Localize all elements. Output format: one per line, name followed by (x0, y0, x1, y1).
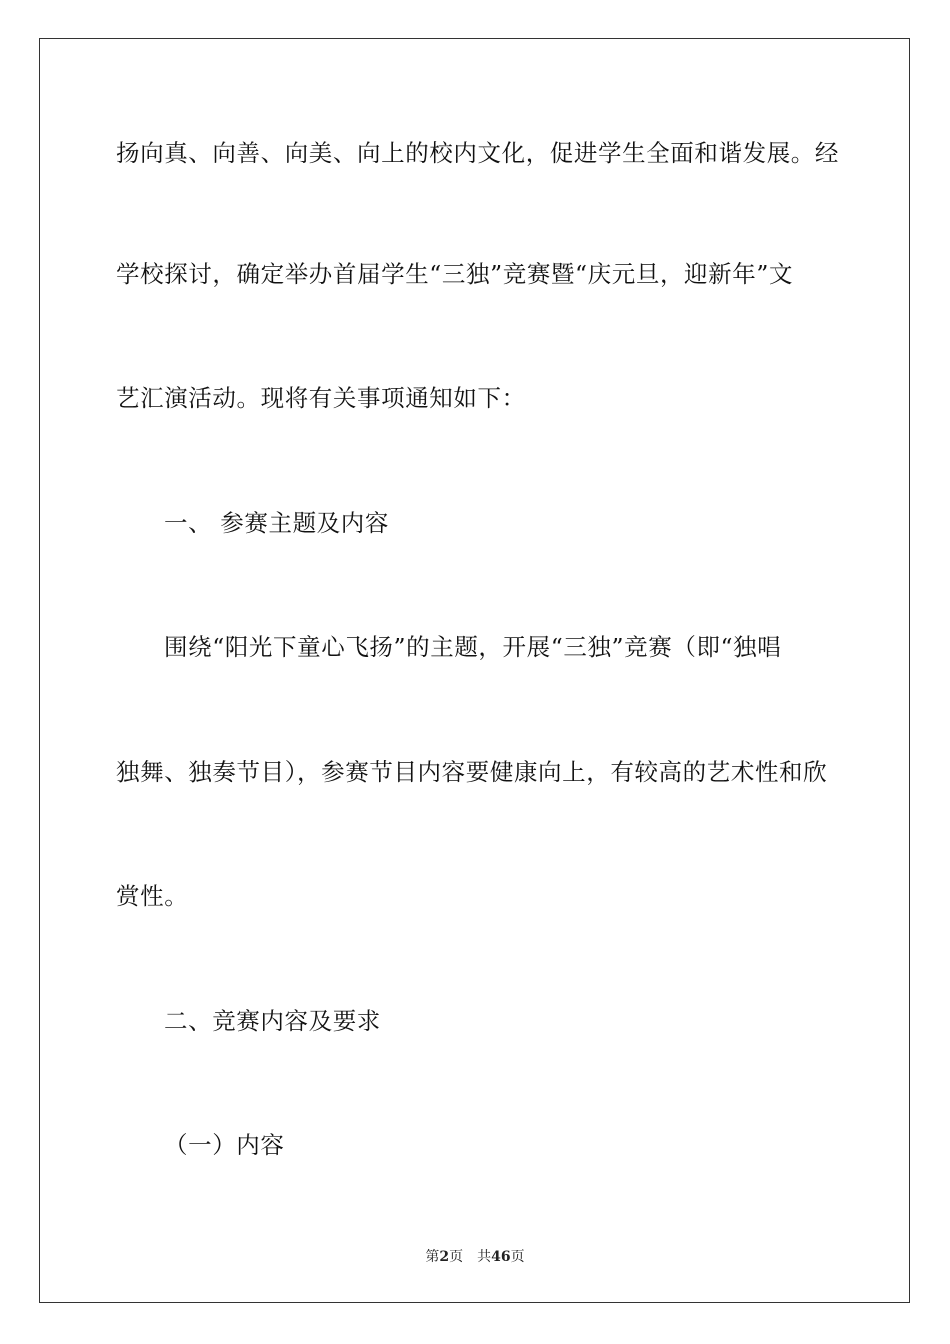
footer-total-suffix: 页 (510, 1249, 525, 1265)
page-footer (0, 1248, 950, 1266)
section-heading-1: 一、 参赛主题及内容 (164, 509, 389, 537)
subsection-heading-1: （一）内容 (164, 1131, 285, 1159)
footer-page-prefix: 第 (425, 1249, 440, 1265)
body-text-line-4: 围绕“阳光下童心飞扬”的主题，开展“三独”竞赛（即“独唱 (164, 633, 782, 661)
footer-total-pages: 46 (491, 1249, 511, 1265)
footer-page-suffix: 页 (449, 1249, 464, 1265)
footer-page-number: 2 (439, 1249, 450, 1265)
page-border (39, 38, 910, 1303)
body-text-line-5: 独舞、独奏节目），参赛节目内容要健康向上，有较高的艺术性和欣 (116, 758, 828, 786)
footer-total-prefix: 共 (477, 1249, 492, 1265)
body-text-line-3: 艺汇演活动。现将有关事项通知如下： (116, 384, 526, 412)
body-text-line-6: 赏性。 (116, 882, 189, 910)
body-text-line-1: 扬向真、向善、向美、向上的校内文化，促进学生全面和谐发展。经 (116, 139, 839, 167)
section-heading-2: 二、竞赛内容及要求 (164, 1007, 381, 1035)
body-text-line-2: 学校探讨，确定举办首届学生“三独”竞赛暨“庆元旦，迎新年”文 (116, 260, 794, 288)
